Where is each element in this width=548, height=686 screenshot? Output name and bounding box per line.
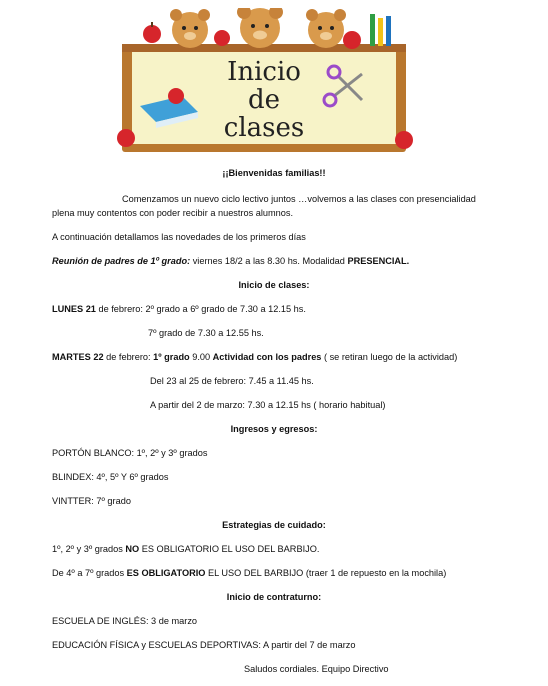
monday-line — [52, 303, 306, 315]
banner-title-line-1: Inicio — [227, 57, 301, 87]
tuesday-activity: Actividad con los padres — [212, 352, 322, 362]
tuesday-day: MARTES 22 — [52, 352, 104, 362]
intro-line-3: A continuación detallamos las novedades de los primeros días — [52, 232, 306, 242]
care-heading — [0, 519, 548, 531]
afternoon-item-2: EDUCACIÓN FÍSICA y ESCUELAS DEPORTIVAS: A partir del 7 de marzo — [52, 640, 356, 650]
afternoon-heading — [0, 591, 548, 603]
greeting — [0, 167, 548, 179]
care-line-1-b: NO — [125, 544, 140, 554]
intro-line-2: plena muy contentos con poder recibir a nuestros alumnos. — [52, 208, 294, 218]
greeting-text: ¡¡Bienvenidas familias!! — [222, 168, 326, 178]
closing-line: Saludos cordiales. Equipo Directivo — [244, 664, 389, 674]
meeting-label: Reunión de padres de 1º grado: — [52, 256, 191, 266]
tuesday-line — [52, 351, 457, 363]
range-line: Del 23 al 25 de febrero: 7.45 a 11.45 hs. — [150, 376, 314, 386]
entries-item-3: VINTTER: 7º grado — [52, 496, 131, 506]
care-line-2-a: De 4º a 7º grados — [52, 568, 127, 578]
care-line-2-b: ES OBLIGATORIO — [126, 568, 206, 578]
care-line-1-a: 1º, 2º y 3º grados — [52, 544, 126, 554]
care-heading-text: Estrategias de cuidado: — [222, 520, 326, 530]
afternoon-heading-text: Inicio de contraturno: — [226, 592, 322, 602]
afternoon-item-1: ESCUELA DE INGLÉS: 3 de marzo — [52, 616, 198, 626]
start-heading — [0, 279, 548, 291]
meeting-details: viernes 18/2 a las 8.30 hs. Modalidad — [190, 256, 348, 266]
banner-illustration — [112, 8, 416, 158]
meeting-line — [52, 255, 409, 267]
care-line-1-c: ES OBLIGATORIO EL USO DEL BARBIJO. — [139, 544, 320, 554]
care-line-1 — [52, 543, 319, 555]
entries-item-1: PORTÓN BLANCO: 1º, 2º y 3º grados — [52, 448, 208, 458]
entries-heading — [0, 423, 548, 435]
entries-heading-text: Ingresos y egresos: — [230, 424, 318, 434]
monday-day: LUNES 21 — [52, 304, 96, 314]
intro-line-1: Comenzamos un nuevo ciclo lectivo juntos …volvemos a las clases con presencialidad — [122, 194, 476, 204]
entries-item-2: BLINDEX: 4º, 5º Y 6º grados — [52, 472, 169, 482]
march-line: A partir del 2 de marzo: 7.30 a 12.15 hs ( horario habitual) — [150, 400, 386, 410]
meeting-mode: PRESENCIAL. — [347, 256, 410, 266]
monday-text: de febrero: 2º grado a 6º grado de 7.30 a 12.15 hs. — [95, 304, 306, 314]
care-line-2 — [52, 567, 446, 579]
bears-icon — [170, 8, 346, 48]
tuesday-text: de febrero: — [103, 352, 154, 362]
tuesday-time: 9.00 — [189, 352, 213, 362]
monday-7th-line: 7º grado de 7.30 a 12.55 hs. — [148, 328, 264, 338]
tuesday-grade: 1º grado — [153, 352, 190, 362]
banner-title-line-3: clases — [223, 113, 305, 143]
start-heading-text: Inicio de clases: — [238, 280, 310, 290]
banner-title-line-2: de — [247, 85, 281, 115]
care-line-2-c: EL USO DEL BARBIJO (traer 1 de repuesto en la mochila) — [205, 568, 447, 578]
pencils-icon — [370, 14, 391, 46]
tuesday-note: ( se retiran luego de la actividad) — [321, 352, 458, 362]
